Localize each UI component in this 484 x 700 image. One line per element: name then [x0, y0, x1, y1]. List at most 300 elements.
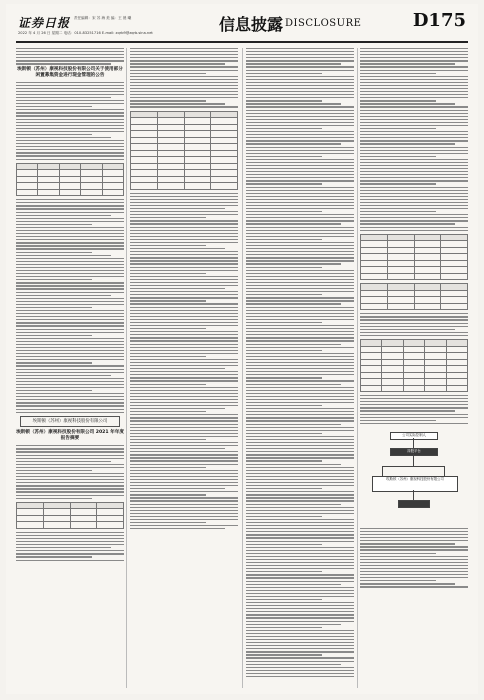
table-cell — [425, 385, 446, 392]
text-line — [246, 328, 354, 329]
text-line — [246, 608, 354, 609]
text-line — [16, 88, 124, 89]
text-line — [16, 553, 124, 554]
text-line — [130, 57, 238, 58]
diagram-box-bottom: 埃斯顿（苏州）康视科技股份有限公司 — [372, 476, 458, 492]
diagram-box-sub — [398, 500, 430, 508]
text-line — [16, 149, 124, 150]
text-line — [130, 199, 238, 200]
text-line — [246, 405, 322, 406]
newspaper-logo: 证券日报 — [18, 16, 71, 30]
text-line — [16, 63, 111, 64]
text-line — [130, 100, 206, 101]
text-line — [246, 525, 354, 526]
text-line — [16, 273, 124, 274]
text-line — [360, 88, 468, 89]
table-cell — [70, 522, 97, 529]
body-text — [16, 532, 124, 561]
text-line — [246, 371, 354, 372]
text-line — [130, 88, 238, 89]
table-row — [131, 183, 238, 190]
text-line — [360, 54, 468, 55]
text-line — [246, 568, 354, 569]
text-line — [130, 254, 238, 255]
text-line — [16, 261, 124, 262]
text-line — [246, 97, 354, 98]
text-line — [246, 488, 322, 489]
text-line — [130, 522, 206, 523]
text-line — [246, 451, 354, 452]
text-line — [360, 313, 468, 314]
text-line — [246, 470, 354, 471]
text-line — [360, 565, 468, 566]
text-line — [360, 211, 436, 212]
text-line — [130, 51, 238, 52]
text-line — [16, 51, 124, 52]
table-row — [361, 273, 468, 280]
text-line — [130, 257, 238, 258]
table-cell — [361, 385, 382, 392]
text-line — [16, 488, 124, 489]
text-line — [246, 236, 354, 237]
text-line — [130, 464, 238, 465]
text-line — [360, 230, 468, 231]
text-line — [360, 417, 468, 418]
text-line — [246, 334, 354, 335]
data-table — [360, 234, 468, 281]
diagram-box-mid: 持股平台 — [390, 448, 438, 456]
text-line — [246, 196, 354, 197]
text-line — [246, 307, 354, 308]
text-line — [246, 100, 322, 101]
text-line — [246, 94, 354, 95]
text-line — [246, 593, 354, 594]
text-line — [16, 122, 124, 123]
text-line — [16, 532, 124, 533]
column-divider — [242, 48, 243, 688]
text-line — [246, 70, 354, 71]
text-line — [16, 119, 124, 120]
text-line — [360, 153, 468, 154]
text-line — [246, 303, 341, 304]
text-line — [16, 282, 124, 283]
text-line — [246, 605, 354, 606]
text-line — [246, 513, 354, 514]
text-line — [246, 436, 354, 437]
text-line — [130, 494, 206, 495]
text-line — [246, 199, 354, 200]
text-line — [16, 252, 92, 253]
text-line — [130, 230, 238, 231]
text-line — [130, 344, 238, 345]
text-line — [360, 156, 436, 157]
column-divider — [126, 48, 127, 688]
text-line — [16, 112, 124, 113]
text-line — [360, 70, 468, 71]
column-2 — [130, 48, 238, 688]
table-cell — [59, 189, 80, 196]
text-line — [16, 267, 124, 268]
text-line — [246, 571, 322, 572]
text-line — [130, 402, 238, 403]
text-line — [246, 427, 354, 428]
text-line — [246, 377, 322, 378]
text-line — [246, 420, 354, 421]
text-line — [246, 399, 354, 400]
text-line — [360, 556, 468, 557]
text-line — [130, 91, 238, 92]
text-line — [130, 442, 238, 443]
text-line — [16, 54, 124, 55]
text-line — [360, 577, 468, 578]
text-line — [130, 519, 238, 520]
text-line — [16, 215, 111, 216]
data-table — [16, 163, 124, 197]
text-line — [246, 448, 354, 449]
text-line — [246, 174, 354, 175]
text-line — [246, 168, 354, 169]
text-line — [246, 633, 354, 634]
text-line — [246, 143, 341, 144]
text-line — [246, 177, 354, 178]
text-line — [130, 316, 238, 317]
text-line — [16, 482, 124, 483]
body-text — [16, 445, 124, 499]
text-line — [130, 479, 238, 480]
text-line — [246, 156, 322, 157]
text-line — [246, 131, 354, 132]
text-line — [130, 337, 238, 338]
text-line — [130, 236, 238, 237]
body-text — [246, 48, 354, 677]
text-line — [130, 242, 238, 243]
table-row — [17, 189, 124, 196]
text-line — [130, 202, 238, 203]
text-line — [16, 470, 92, 471]
text-line — [130, 473, 238, 474]
text-line — [16, 319, 124, 320]
text-line — [360, 106, 468, 107]
text-line — [360, 100, 436, 101]
text-line — [130, 303, 238, 304]
text-line — [16, 556, 92, 557]
body-text — [360, 528, 468, 588]
text-line — [360, 147, 468, 148]
text-line — [360, 571, 468, 572]
text-line — [130, 387, 238, 388]
text-line — [246, 445, 354, 446]
text-line — [130, 516, 238, 517]
text-line — [360, 113, 468, 114]
text-line — [246, 424, 341, 425]
text-line — [16, 541, 124, 542]
text-line — [360, 410, 455, 411]
text-line — [16, 322, 124, 323]
text-line — [130, 485, 238, 486]
text-line — [360, 165, 468, 166]
text-line — [130, 433, 238, 434]
text-line — [360, 214, 468, 215]
text-line — [130, 325, 238, 326]
text-line — [360, 323, 468, 324]
text-line — [130, 214, 238, 215]
text-line — [246, 217, 354, 218]
text-line — [16, 547, 111, 548]
text-line — [246, 648, 354, 649]
text-line — [246, 642, 354, 643]
text-line — [16, 205, 124, 206]
text-line — [246, 223, 341, 224]
text-line — [360, 63, 455, 64]
text-line — [246, 248, 354, 249]
text-line — [360, 335, 468, 336]
text-line — [16, 464, 124, 465]
text-line — [246, 150, 354, 151]
text-line — [16, 353, 124, 354]
text-line — [16, 402, 124, 403]
text-line — [130, 297, 238, 298]
text-line — [360, 76, 468, 77]
text-line — [16, 109, 124, 110]
section-title-en: DISCLOSURE — [285, 18, 362, 29]
text-line — [130, 359, 238, 360]
text-line — [246, 528, 354, 529]
text-line — [246, 340, 354, 341]
text-line — [246, 122, 354, 123]
table-cell — [184, 183, 211, 190]
text-line — [130, 103, 225, 104]
text-line — [246, 654, 322, 655]
text-line — [246, 596, 354, 597]
text-line — [360, 183, 436, 184]
text-line — [246, 291, 354, 292]
body-text — [360, 313, 468, 336]
text-line — [246, 602, 354, 603]
text-line — [246, 516, 322, 517]
text-line — [130, 457, 238, 458]
text-line — [130, 276, 238, 277]
text-line — [360, 217, 468, 218]
text-line — [360, 116, 468, 117]
text-line — [360, 398, 468, 399]
text-line — [246, 500, 354, 501]
text-line — [246, 205, 354, 206]
table-cell — [403, 385, 424, 392]
text-line — [246, 559, 354, 560]
text-line — [16, 264, 124, 265]
text-line — [360, 223, 455, 224]
table-cell — [387, 303, 414, 310]
text-line — [246, 180, 354, 181]
text-line — [360, 423, 468, 424]
text-line — [246, 587, 354, 588]
text-line — [130, 217, 206, 218]
text-line — [130, 310, 238, 311]
text-line — [246, 627, 322, 628]
text-line — [16, 131, 124, 132]
text-line — [246, 599, 322, 600]
text-line — [16, 140, 124, 141]
text-line — [130, 260, 238, 261]
text-line — [360, 568, 468, 569]
text-line — [16, 310, 124, 311]
text-line — [130, 504, 238, 505]
text-line — [360, 553, 436, 554]
text-line — [16, 544, 124, 545]
text-line — [130, 331, 238, 332]
text-line — [16, 221, 124, 222]
text-line — [16, 298, 124, 299]
text-line — [16, 362, 92, 363]
text-line — [246, 380, 354, 381]
text-line — [16, 455, 124, 456]
text-line — [130, 282, 238, 283]
text-line — [16, 60, 124, 61]
text-line — [130, 500, 238, 501]
data-table — [360, 339, 468, 392]
body-text — [16, 199, 124, 413]
text-line — [130, 60, 238, 61]
text-line — [246, 294, 322, 295]
text-line — [246, 230, 354, 231]
table-cell — [441, 303, 468, 310]
text-line — [246, 621, 354, 622]
text-line — [130, 340, 238, 341]
text-line — [246, 79, 354, 80]
text-line — [16, 57, 124, 58]
text-line — [130, 223, 238, 224]
text-line — [16, 338, 124, 339]
text-line — [130, 513, 238, 514]
text-line — [130, 482, 238, 483]
text-line — [16, 106, 92, 107]
text-line — [246, 402, 354, 403]
text-line — [360, 205, 468, 206]
text-line — [360, 85, 468, 86]
text-line — [130, 300, 206, 301]
text-line — [246, 544, 322, 545]
text-line — [246, 396, 354, 397]
text-line — [360, 546, 468, 547]
text-line — [246, 353, 354, 354]
text-line — [130, 73, 206, 74]
text-line — [130, 417, 238, 418]
text-line — [246, 279, 354, 280]
text-line — [246, 134, 354, 135]
text-line — [360, 332, 468, 333]
text-line — [16, 242, 124, 243]
text-line — [130, 356, 206, 357]
text-line — [246, 137, 354, 138]
text-line — [16, 245, 124, 246]
text-line — [360, 103, 455, 104]
text-line — [16, 375, 111, 376]
text-line — [246, 497, 354, 498]
text-line — [130, 424, 238, 425]
text-line — [130, 267, 238, 268]
text-line — [16, 476, 124, 477]
text-line — [16, 393, 124, 394]
text-line — [16, 48, 124, 49]
text-line — [360, 528, 468, 529]
text-line — [246, 310, 354, 311]
text-line — [130, 208, 225, 209]
text-line — [360, 420, 436, 421]
text-line — [246, 414, 354, 415]
text-line — [246, 624, 341, 625]
text-line — [16, 451, 124, 452]
text-line — [16, 218, 124, 219]
text-line — [246, 553, 354, 554]
table-row — [17, 522, 124, 529]
text-line — [16, 248, 124, 249]
diagram-connector — [382, 466, 383, 476]
diagram-box-top: 公司实际控制人 — [390, 432, 438, 440]
text-line — [246, 88, 354, 89]
text-line — [16, 560, 124, 561]
article-title-2: 埃斯顿（苏州）康视科技股份有限公司 2021 年年度报告摘要 — [16, 430, 124, 442]
page-number: D175 — [412, 10, 466, 31]
text-line — [130, 227, 238, 228]
text-line — [130, 220, 238, 221]
text-line — [360, 134, 468, 135]
table-cell — [102, 189, 123, 196]
text-line — [246, 263, 341, 264]
text-line — [16, 378, 124, 379]
text-line — [130, 365, 238, 366]
text-line — [16, 103, 124, 104]
text-line — [246, 288, 354, 289]
text-line — [130, 396, 238, 397]
column-3 — [246, 48, 354, 688]
text-line — [246, 344, 341, 345]
text-line — [360, 128, 436, 129]
text-line — [246, 140, 354, 141]
text-line — [130, 405, 238, 406]
text-line — [246, 202, 354, 203]
text-line — [246, 460, 322, 461]
text-line — [16, 276, 124, 277]
table-cell — [382, 385, 403, 392]
text-line — [130, 350, 238, 351]
text-line — [16, 91, 124, 92]
text-line — [130, 328, 206, 329]
text-line — [246, 128, 322, 129]
text-line — [16, 485, 124, 486]
text-line — [16, 325, 124, 326]
text-line — [246, 442, 354, 443]
text-line — [130, 460, 238, 461]
text-line — [16, 538, 124, 539]
text-line — [360, 60, 468, 61]
text-line — [130, 414, 238, 415]
text-line — [246, 273, 354, 274]
text-line — [16, 384, 124, 385]
masthead — [16, 12, 468, 48]
text-line — [130, 285, 238, 286]
text-line — [16, 316, 124, 317]
text-line — [246, 187, 354, 188]
text-line — [16, 461, 111, 462]
text-line — [246, 325, 354, 326]
text-line — [246, 476, 354, 477]
text-line — [16, 227, 124, 228]
text-line — [246, 57, 354, 58]
text-line — [246, 362, 354, 363]
text-line — [360, 66, 468, 67]
text-line — [130, 248, 225, 249]
text-line — [246, 220, 354, 221]
